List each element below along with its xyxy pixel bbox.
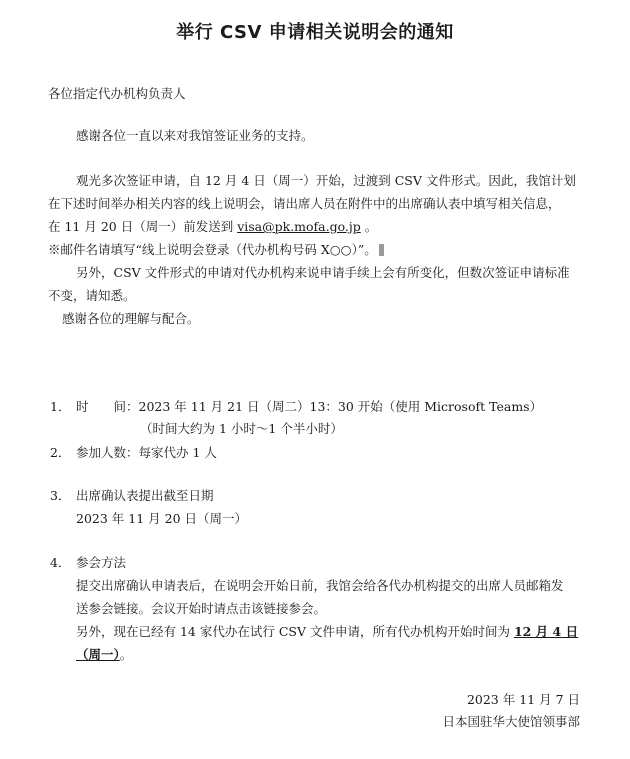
- paragraph-1-line-3-end: 。: [360, 219, 378, 234]
- item-1-number: 1．: [50, 399, 71, 414]
- item-3-number: 3．: [50, 488, 71, 503]
- note-text: ※邮件名请填写“线上说明会登录（代办机构号码 X○○）”。: [48, 242, 377, 257]
- item-4-line-2: 提交出席确认申请表后，在说明会开始日前，我馆会给各代办机构提交的出席人员邮箱发: [76, 578, 564, 593]
- closing-thanks: 感谢各位的理解与配合。: [62, 311, 200, 326]
- email-subject-note: [48, 242, 384, 258]
- addressee: 各位指定代办机构负责人: [48, 86, 186, 101]
- item-1-duration: （时间大约为 1 小时～1 个半小时）: [140, 421, 343, 436]
- paragraph-1-line-1: 观光多次签证申请，自 12 月 4 日（周一）开始，过渡到 CSV 文件形式。因此，我馆计划: [76, 173, 576, 188]
- email-link[interactable]: visa@pk.mofa.go.jp: [237, 219, 361, 234]
- item-3-heading: 出席确认表提出截至日期: [76, 488, 214, 503]
- item-4-line-4-text: 另外，现在已经有 14 家代办在试行 CSV 文件申请，所有代办机构开始时间为: [76, 624, 514, 639]
- item-4-line-4: [76, 624, 578, 640]
- paragraph-1-line-2: 在下述时间举办相关内容的线上说明会，请出席人员在附件中的出席确认表中填写相关信息，: [48, 196, 561, 211]
- paragraph-2-line-1: 另外，CSV 文件形式的申请对代办机构来说申请手续上会有所变化，但数次签证申请标准: [76, 265, 570, 280]
- document-title: 举行 CSV 申请相关说明会的通知: [176, 22, 454, 43]
- paragraph-2-line-2: 不变，请知悉。: [48, 288, 136, 303]
- item-1-time: 时 间：2023 年 11 月 21 日（周二）13：30 开始（使用 Microsoft Teams）: [76, 399, 543, 414]
- issuer: 日本国驻华大使馆领事部: [442, 714, 580, 729]
- start-date-emphasis: 12 月 4 日: [513, 624, 579, 639]
- item-3-deadline: 2023 年 11 月 20 日（周一）: [76, 511, 247, 526]
- thanks-line: 感谢各位一直以来对我馆签证业务的支持。: [76, 128, 314, 143]
- item-4-line-5-end: 。: [119, 647, 133, 662]
- item-2-number: 2．: [50, 445, 71, 460]
- item-2-attendees: 参加人数：每家代办 1 人: [76, 445, 217, 460]
- item-4-line-3: 送参会链接。会议开始时请点击该链接参会。: [76, 601, 327, 616]
- item-4-number: 4．: [50, 555, 71, 570]
- paragraph-1-line-3-text: 在 11 月 20 日（周一）前发送到: [48, 219, 238, 234]
- start-weekday-emphasis: （周一）: [76, 647, 120, 662]
- item-4-line-5: [76, 647, 132, 663]
- paragraph-1-line-3: [48, 219, 377, 235]
- text-cursor-mark: [379, 244, 384, 256]
- issue-date: 2023 年 11 月 7 日: [466, 692, 580, 707]
- item-4-heading: 参会方法: [76, 555, 127, 570]
